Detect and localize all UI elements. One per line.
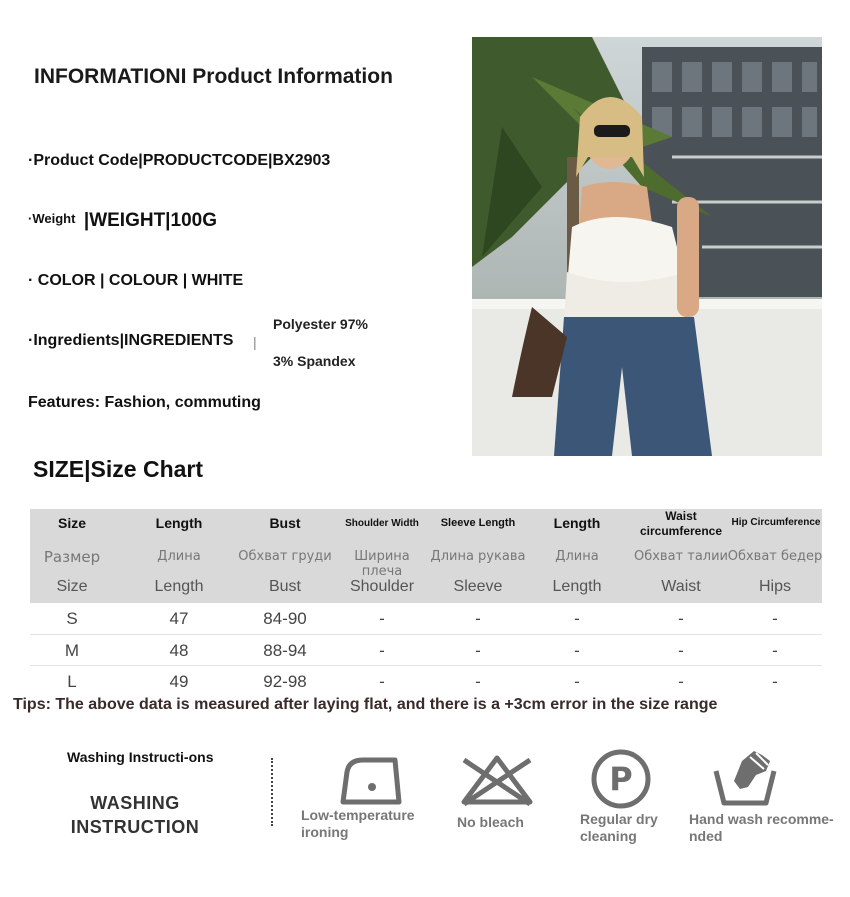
- ingredient-polyester: Polyester 97%: [273, 316, 368, 332]
- hand-wash-label: Hand wash recomme-nded: [689, 811, 834, 844]
- no-bleach-label: No bleach: [457, 814, 524, 830]
- product-photo: [472, 37, 822, 456]
- size-chart-title: SIZE|Size Chart: [33, 456, 204, 482]
- ingredients-separator: |: [253, 334, 257, 350]
- color-row: · COLOR | COLOUR | WHITE: [28, 272, 244, 289]
- col-header-bust: Bust: [269, 515, 301, 531]
- dry-clean-label: Regular dry cleaning: [580, 811, 658, 844]
- cell-length: 48: [169, 640, 189, 660]
- size-table: [30, 509, 822, 688]
- col-header-length-short: Length: [154, 578, 204, 595]
- col-header-waist-ru: Обхват талии: [633, 549, 729, 564]
- cell-hip: -: [772, 609, 778, 628]
- col-header-size-ru: Размер: [43, 548, 101, 566]
- table-row: [30, 666, 822, 688]
- cell-size: M: [64, 640, 80, 660]
- ingredient-spandex: 3% Spandex: [273, 353, 356, 369]
- table-row: [30, 603, 822, 635]
- col-header-length-ru: Длина: [157, 549, 201, 564]
- col-header-length-2-short: Length: [552, 578, 602, 595]
- washing-divider: [271, 758, 273, 826]
- dry-clean-glyph: P: [609, 760, 633, 798]
- ingredients-label: ·Ingredients|INGREDIENTS: [28, 332, 234, 349]
- col-header-hip: Hip Circumference: [731, 517, 821, 528]
- col-header-size: Size: [57, 515, 86, 531]
- washing-label-big: WASHING INSTRUCTION: [70, 793, 200, 837]
- washing-label-small: Washing Instructi-ons: [67, 749, 214, 765]
- cell-size: L: [67, 672, 77, 688]
- col-header-length-2-ru: Длина: [555, 549, 599, 564]
- product-code: ·Product Code|PRODUCTCODE|BX2903: [28, 152, 331, 169]
- col-header-sleeve-short: Sleeve: [453, 578, 503, 595]
- col-header-hip-short: Hips: [758, 578, 791, 595]
- cell-sleeve: -: [475, 672, 481, 688]
- cell-shoulder: -: [379, 672, 385, 688]
- cell-bust: 88-94: [263, 640, 307, 660]
- col-header-bust-ru: Обхват груди: [238, 549, 332, 564]
- cell-waist: -: [678, 672, 684, 688]
- table-header: [30, 509, 822, 603]
- iron-label: Low-temperature ironing: [301, 807, 415, 840]
- col-header-waist: Waist circumference: [639, 509, 723, 538]
- cell-length-2: -: [574, 640, 580, 660]
- page-title: INFORMATIONI Product Information: [34, 65, 393, 88]
- col-header-length-2: Length: [553, 515, 601, 531]
- weight-label: ·Weight: [28, 211, 76, 226]
- col-header-sleeve-ru: Длина рукава: [430, 549, 526, 564]
- cell-shoulder: -: [379, 609, 385, 628]
- cell-length: 49: [169, 672, 189, 688]
- col-header-bust-short: Bust: [268, 578, 301, 595]
- features: Features: Fashion, commuting: [28, 394, 261, 411]
- cell-length: 47: [169, 609, 189, 628]
- col-header-shoulder-short: Shoulder: [349, 578, 415, 595]
- dry-clean-icon: [590, 748, 652, 815]
- cell-length-2: -: [574, 672, 580, 688]
- weight-value: |WEIGHT|100G: [83, 210, 217, 231]
- cell-shoulder: -: [379, 640, 385, 660]
- cell-bust: 84-90: [263, 609, 307, 628]
- col-header-shoulder: Shoulder Width: [345, 518, 419, 529]
- cell-sleeve: -: [475, 609, 481, 628]
- cell-bust: 92-98: [263, 672, 307, 688]
- table-row: [30, 635, 822, 667]
- size-tips: Tips: The above data is measured after laying flat, and there is a +3cm error in the size range: [13, 696, 718, 713]
- cell-size: S: [66, 609, 78, 628]
- hand-wash-icon: [712, 747, 778, 814]
- col-header-length: Length: [155, 515, 203, 531]
- cell-sleeve: -: [475, 640, 481, 660]
- col-header-waist-short: Waist: [661, 578, 701, 595]
- col-header-sleeve: Sleeve Length: [440, 517, 516, 529]
- cell-hip: -: [772, 640, 778, 660]
- no-bleach-icon: [458, 754, 536, 813]
- col-header-hip-ru: Обхват бедер: [727, 549, 823, 564]
- col-header-shoulder-ru: Ширина плеча: [354, 549, 410, 579]
- weight-row: [28, 210, 217, 232]
- cell-length-2: -: [574, 609, 580, 628]
- cell-waist: -: [678, 609, 684, 628]
- cell-waist: -: [678, 640, 684, 660]
- iron-icon: [339, 754, 405, 811]
- cell-hip: -: [772, 672, 778, 688]
- col-header-size-short: Size: [56, 578, 88, 595]
